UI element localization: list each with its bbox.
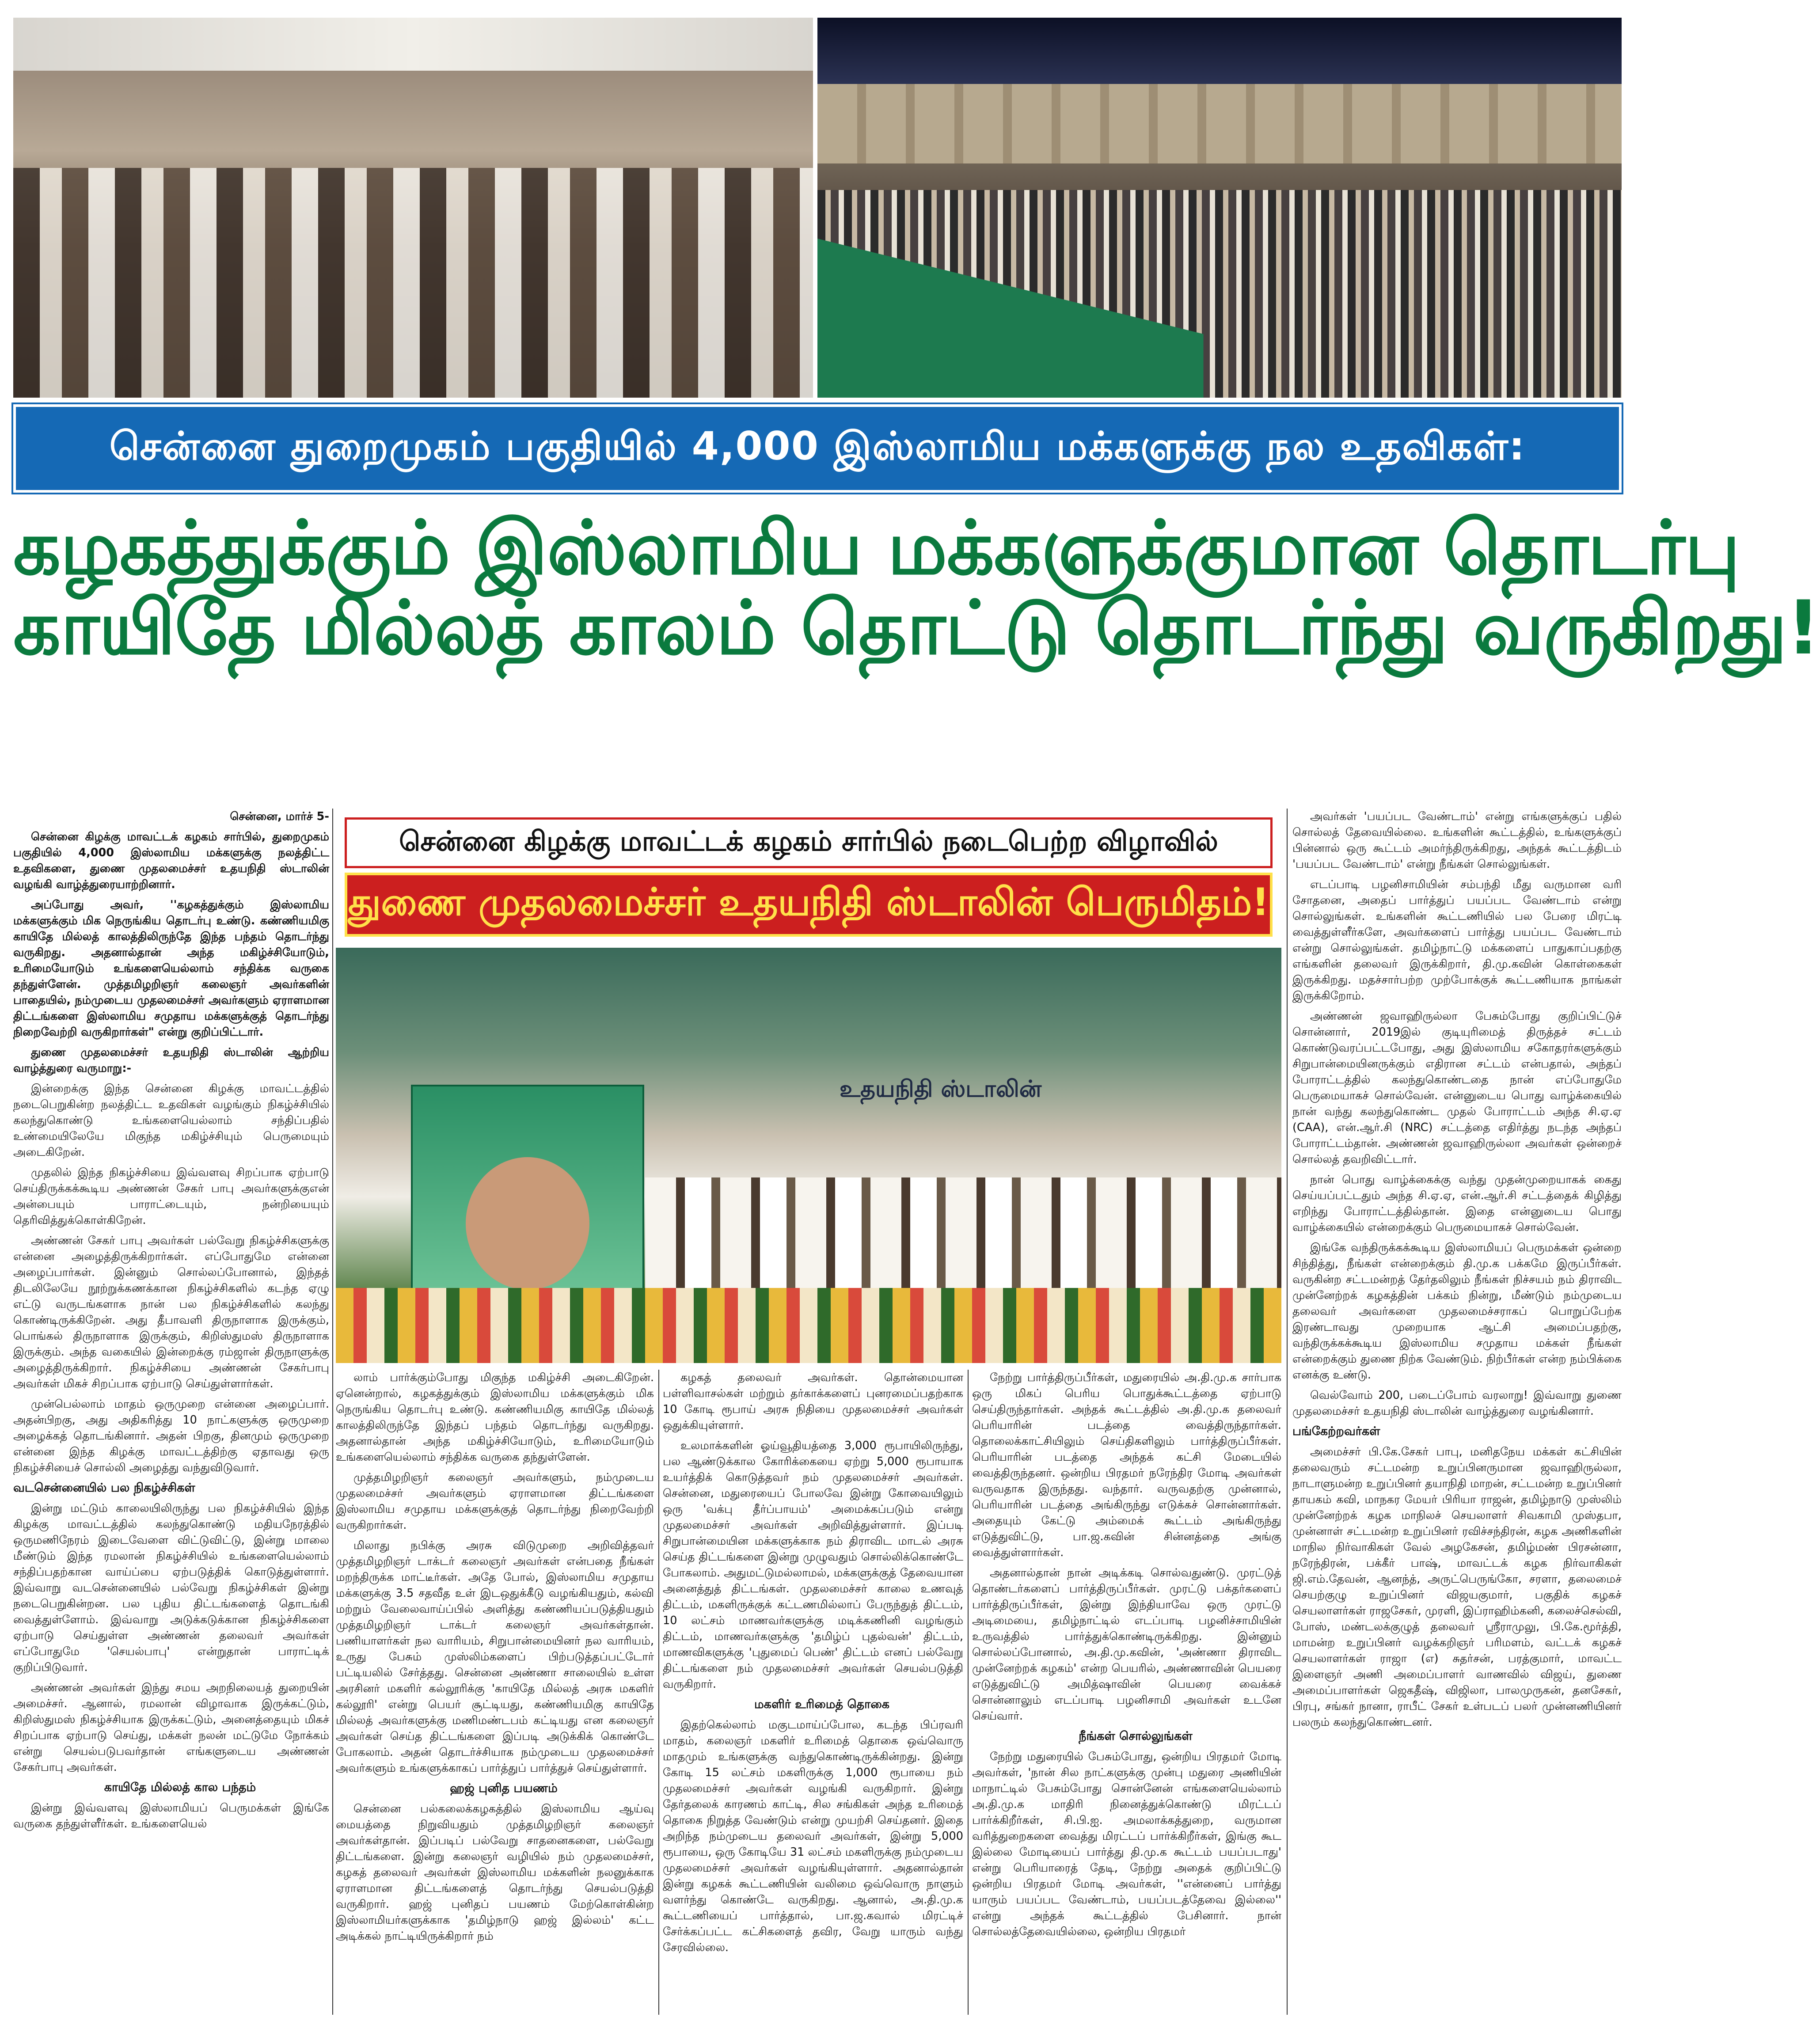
paragraph: முதலில் இந்த நிகழ்ச்சியை இவ்வளவு சிறப்பாக ஏற்பாடு செய்திருக்கக்கூடிய அண்ணன் சேகர் பாபு அவர்களுக்குஎன் அன்பையும் பாராட்டையும், நன்றியையும் தெரிவித்துக்கொள்கிறேன்.	[13, 1166, 329, 1227]
subhead: நீங்கள் சொல்லுங்கள்	[1079, 1729, 1193, 1743]
event-banner	[345, 817, 1273, 868]
subhead: மகளிர் உரிமைத் தொகை	[754, 1698, 890, 1711]
dignitaries-group	[13, 168, 813, 398]
article-column-3	[663, 1370, 963, 2015]
paragraph: முத்தமிழறிஞர் கலைஞர் அவர்களும், நம்முடைய முதலமைச்சர் அவர்களும் ஏராளமான திட்டங்களை இஸ்லாமிய சமுதாய மக்களுக்குத் தொடர்ந்து நிறைவேற்றி வருகிறார்கள்.	[336, 1471, 654, 1532]
paragraph: அண்ணன் ஜவாஹிருல்லா பேசும்போது குறிப்பிட்டுச் சொன்னார், 2019இல் குடியுரிமைத் திருத்தச் சட்டம் கொண்டுவரப்பட்டபோது, அது இஸ்லாமிய சகோதரர்களுக்கும் சிறுபான்மையினருக்கும் எதிரான சட்டம் என்பதால், அந்தப் போராட்டத்தில் கலந்துகொண்டதை நான் எப்போதுமே பெருமையாகச் சொல்வேன். என்னுடைய பொது வாழ்க்கையில் நான் வந்து கலந்துகொண்ட முதல் போராட்டம் அந்த சி.ஏ.ஏ (CAA), என்.ஆர்.சி (NRC) சட்டத்தை எதிர்த்து நடந்த அந்தப் போராட்டம்தான். அண்ணன் ஜவாஹிருல்லா அவர்கள் ஒன்றைச் சொல்லத் தவறிவிட்டார்.	[1292, 1010, 1622, 1166]
flower-decoration	[336, 1288, 1281, 1363]
paragraph: துணை முதலமைச்சர் உதயநிதி ஸ்டாலின் ஆற்றிய வாழ்த்துரை வருமாறு:-	[13, 1046, 329, 1075]
subhead: பங்கேற்றவர்கள்	[1292, 1424, 1380, 1438]
paragraph: சென்னை பல்கலைக்கழகத்தில் இஸ்லாமிய ஆய்வு மையத்தை நிறுவியதும் முத்தமிழறிஞர் கலைஞர் அவர்கள்தான். இப்படிப் பல்வேறு சாதனைகளை, பல்வேறு திட்டங்களை. இன்று கலைஞர் வழியில் நம் முதலமைச்சர், கழகத் தலைவர் அவர்கள் இஸ்லாமிய மக்களின் நலனுக்காக ஏராளமான திட்டங்களைத் தொடர்ந்து செயல்படுத்தி வருகிறார். ஹஜ் புனிதப் பயணம் மேற்கொள்கின்ற இஸ்லாமியர்களுக்காக 'தமிழ்நாடு ஹஜ் இல்லம்' கட்ட அடிக்கல் நாட்டியிருக்கிறார் நம்	[336, 1802, 654, 1943]
paragraph: நேற்று பார்த்திருப்பீர்கள், மதுரையில் அ.தி.மு.க சார்பாக ஒரு மிகப் பெரிய பொதுக்கூட்டத்தை ஏற்பாடு செய்திருந்தார்கள். அந்தக் கூட்டத்தில் அ.தி.மு.க தலைவர் பெரியாரின் படத்தை வைத்திருந்தார்கள். தொலைக்காட்சியிலும் செய்திகளிலும் பார்த்திருப்பீர்கள். பெரியாரின் படத்தை அந்தக் கட்சி மேடையில் வைத்திருந்தனர். ஒன்றிய பிரதமர் நரேந்திர மோடி அவர்கள் வருவதாக இருந்தது. வந்தார். வருவதற்கு முன்னால், பெரியாரின் படத்தை அங்கிருந்து எடுக்கச் சொன்னார்கள். அதையும் கேட்டு அம்மைக் கூட்டம் அங்கிருந்து எடுத்துவிட்டு, பா.ஜ.கவின் சின்னத்தை அங்கு வைத்துள்ளார்கள்.	[972, 1371, 1281, 1559]
article-column-2	[336, 1370, 654, 2015]
seated-dignitaries	[645, 1177, 1281, 1292]
event-photo-crowd	[817, 18, 1622, 398]
kicker-band	[13, 404, 1622, 493]
headline-line-1: கழகத்துக்கும் இஸ்லாமிய மக்களுக்குமான தொடர்பு	[13, 505, 1740, 591]
main-banner-text: துணை முதலமைச்சர் உதயநிதி ஸ்டாலின் பெருமிதம்!	[348, 880, 1269, 924]
subhead: ஹஜ் புனித பயணம்	[450, 1781, 558, 1795]
paragraph: அவர்கள் 'பயப்பட வேண்டாம்' என்று எங்களுக்குப் பதில் சொல்லத் தேவையில்லை. உங்களின் கூட்டத்தில், உங்களுக்குப் பின்னால் ஒரு கூட்டம் அமர்ந்திருக்கிறது, அந்தக் கூட்டத்திடம் 'பயப்பட வேண்டாம்' என்று நீங்கள் சொல்லுங்கள்.	[1292, 810, 1622, 871]
paragraph: மிலாது நபிக்கு அரசு விடுமுறை அறிவித்தவர் முத்தமிழறிஞர் டாக்டர் கலைஞர் அவர்கள் என்பதை நீங்கள் மறந்திருக்க மாட்டீர்கள். அதே போல், இஸ்லாமிய சமுதாய மக்களுக்கு 3.5 சதவீத உள் இடஒதுக்கீடு வழங்கியதும், கல்வி மற்றும் வேலைவாய்ப்பில் அளித்து கண்ணியப்படுத்தியதும் முத்தமிழறிஞர் டாக்டர் கலைஞர் அவர்கள்தான். பணியாளர்கள் நல வாரியம், சிறுபான்மையினர் நல வாரியம், உருது பேசும் முஸ்லிம்களைப் பிற்படுத்தப்பட்டோர் பட்டியலில் சேர்த்தது. சென்னை அண்ணா சாலையில் உள்ள அரசினர் மகளிர் கல்லூரிக்கு 'காயிதே மில்லத் அரசு மகளிர் கல்லூரி' என்று பெயர் சூட்டியது, கண்ணியமிகு காயிதே மில்லத் அவர்களுக்கு மணிமண்டபம் கட்டியது என கலைஞர் அவர்கள் செய்த திட்டங்களை இப்படி அடுக்கிக் கொண்டே போகலாம். அதன் தொடர்ச்சியாக நம்முடைய முதலமைச்சர் அவர்களும் உங்களுக்காகப் பார்த்துப் பார்த்துச் செய்துள்ளார்.	[336, 1539, 654, 1775]
headline	[13, 505, 1820, 672]
paragraph: அப்போது அவர், ''கழகத்துக்கும் இஸ்லாமிய மக்களுக்கும் மிக நெருங்கிய தொடர்பு உண்டு. கண்ணியமிகு காயிதே மில்லத் காலத்திலிருந்தே இந்த பந்தம் தொடர்ந்து வருகிறது. அதனால்தான் அந்த மகிழ்ச்சியோடும், உரிமையோடும் உங்களையெல்லாம் சந்திக்க வருகை தந்துள்ளேன். முத்தமிழறிஞர் கலைஞர் அவர்களின் பாதையில், நம்முடைய முதலமைச்சர் அவர்களும் ஏராளமான திட்டங்களை இஸ்லாமிய சமுதாய மக்களுக்குத் தொடர்ந்து நிறைவேற்றி வருகிறார்கள்" என்று குறிப்பிட்டார்.	[13, 898, 329, 1039]
main-banner	[345, 873, 1273, 937]
column-rule	[1287, 809, 1288, 2015]
building-backdrop	[817, 84, 1622, 163]
column-rule	[658, 1370, 659, 2015]
subhead: வடசென்னையில் பல நிகழ்ச்சிகள்	[13, 1481, 195, 1495]
poster-portrait	[466, 1157, 589, 1290]
paragraph: கழகத் தலைவர் அவர்கள். தொன்மையான பள்ளிவாசல்கள் மற்றும் தர்காக்களைப் புனரமைப்பதற்காக 10 கோடி ரூபாய் அரசு நிதியை முதலமைச்சர் அவர்கள் ஒதுக்கியுள்ளார்.	[663, 1371, 963, 1432]
paragraph: இன்று மட்டும் காலையிலிருந்து பல நிகழ்ச்சியில் இந்த கிழக்கு மாவட்டத்தில் கலந்துகொண்டு மதியநேரத்தில் ஒருமணிநேரம் இடைவேளை விட்டுவிட்டு, இன்று மாலை மீண்டும் இந்த ரமலான் நிகழ்ச்சியில் உங்களையெல்லாம் சந்திப்பதற்கான வாய்ப்பை ஏற்படுத்திக் கொடுத்துள்ளார். இவ்வாறு வடசென்னையில் பல்வேறு நிகழ்ச்சிகள் இன்று நடைபெறுகின்றன. பல புதிய திட்டங்களைத் தொடங்கி வைத்துள்ளோம். இவ்வாறு அடுக்கடுக்கான நிகழ்ச்சிகளை ஏற்பாடு செய்துள்ள அண்ணன் தலைவர் அவர்கள் எப்போதுமே 'செயல்பாபு' என்றுதான் பாராட்டிக் குறிப்பிடுவார்.	[13, 1502, 329, 1674]
event-banner-text: சென்னை கிழக்கு மாவட்டக் கழகம் சார்பில் நடைபெற்ற விழாவில்	[399, 824, 1218, 857]
dateline: சென்னை, மார்ச் 5-	[230, 810, 329, 823]
kicker-text: சென்னை துறைமுகம் பகுதியில் 4,000 இஸ்லாமிய மக்களுக்கு நல உதவிகள்:	[109, 423, 1526, 469]
column-rule	[968, 1370, 969, 2015]
stage-name-text: உதயநிதி ஸ்டாலின்	[840, 1076, 1042, 1102]
event-photo-dais	[336, 948, 1281, 1363]
paragraph: அமைச்சர் பி.கே.சேகர் பாபு, மனிதநேய மக்கள் கட்சியின் தலைவரும் சட்டமன்ற உறுப்பினருமான ஜவாஹிருல்லா, நாடாளுமன்ற உறுப்பினர் தயாநிதி மாறன், சட்டமன்ற உறுப்பினர் தாயகம் கவி, மாநகர மேயர் பிரியா ராஜன், தமிழ்நாடு முஸ்லிம் முன்னேற்றக் கழக மாநிலச் செயலாளர் சிவகாமி முஸ்தபா, முன்னாள் சட்டமன்ற உறுப்பினர் ரவிச்சந்திரன், கழக அணிகளின் மாநில நிர்வாகிகள் வேல் அழகேசன், தமிழ்மண் பிரசன்னா, நரேந்திரன், பக்கீர் பாஷ், மாவட்டக் கழக நிர்வாகிகள் ஜி.எம்.தேவன், ஆனந்த், அருட்பெருங்கோ, சரளா, தலைமைச் செயற்குழு உறுப்பினர் விஜயகுமார், பகுதிக் கழகச் செயலாளர்கள் ராஜசேகர், முரளி, இப்ராஹிம்கனி, கலைச்செல்வி, போஸ், மண்டலக்குழுத் தலைவர் ஸ்ரீராமுலு, பி.கே.மூர்த்தி, மாமன்ற உறுப்பினர் வழக்கறிஞர் பரிமளம், வட்டக் கழகச் செயலாளர்கள் ராஜா (எ) சுதர்சன், பரத்குமார், மாவட்ட இளைஞர் அணி அமைப்பாளர் வாணவில் விஜய், துணை அமைப்பாளர்கள் ஜெகதீஷ், விஜிலா, பாலமுருகன், தனசேகர், பிரபு, சங்கர் நானா, ராபீட் சேகர் உள்படப் பலர் முன்னணியினர் பலரும் கலந்துகொண்டனர்.	[1292, 1445, 1622, 1729]
paragraph: அதனால்தான் நான் அடிக்கடி சொல்வதுண்டு. முரட்டுத் தொண்டர்களைப் பார்த்திருப்பீர்கள். முரட்டு பக்தர்களைப் பார்த்திருப்பீர்கள், இன்று இந்தியாவே ஒரு முரட்டு அடிமையை, தமிழ்நாட்டில் எடப்பாடி பழனிச்சாமியின் உருவத்தில் பார்த்துக்கொண்டிருக்கிறது. இன்னும் சொல்லப்போனால், அ.தி.மு.கவின், 'அண்ணா திராவிட முன்னேற்றக் கழகம்' என்ற பெயரில், அண்ணாவின் பெயரை எடுத்துவிட்டு அமித்ஷாவின் பெயரை வைக்கச் சொன்னாலும் எடப்பாடி பழனிசாமி அவர்கள் உடனே செய்வார்.	[972, 1566, 1281, 1723]
paragraph: இன்றைக்கு இந்த சென்னை கிழக்கு மாவட்டத்தில் நடைபெறுகின்ற நலத்திட்ட உதவிகள் வழங்கும் நிகழ்ச்சியில் கலந்துகொண்டு உங்களையெல்லாம் சந்திப்பதில் உண்மையிலேயே மிகுந்த மகிழ்ச்சியும் பெருமையும் அடைகிறேன்.	[13, 1082, 329, 1159]
paragraph: அண்ணன் அவர்கள் இந்து சமய அறநிலையத் துறையின் அமைச்சர். ஆனால், ரமலான் விழாவாக இருக்கட்டும், கிறிஸ்துமஸ் நிகழ்ச்சியாக இருக்கட்டும், அனைத்தையும் மிகச் சிறப்பாக ஏற்பாடு செய்து, மக்கள் நலன் மட்டுமே நோக்கம் என்று செயல்படுபவர்தான் எங்களுடைய அண்ணன் சேகர்பாபு அவர்கள்.	[13, 1681, 329, 1774]
article-column-5	[1292, 809, 1622, 2015]
subhead: காயிதே மில்லத் கால பந்தம்	[104, 1781, 256, 1794]
column-rule	[332, 809, 333, 2015]
lead-paragraph: சென்னை கிழக்கு மாவட்டக் கழகம் சார்பில், துறைமுகம் பகுதியில் 4,000 இஸ்லாமிய மக்களுக்கு நலத்திட்ட உதவிகளை, துணை முதலமைச்சர் உதயநிதி ஸ்டாலின் வழங்கி வாழ்த்துரையாற்றினார்.	[13, 830, 329, 891]
paragraph: எடப்பாடி பழனிசாமியின் சம்பந்தி மீது வருமான வரி சோதனை, அதைப் பார்த்துப் பயப்பட வேண்டாம் என்று சொல்லுங்கள். உங்களின் கூட்டணியில் பல பேரை மிரட்டி வைத்துள்ளீர்களே, அவர்களைப் பார்த்து பயப்பட வேண்டாம் என்று சொல்லுங்கள். தமிழ்நாட்டு மக்களைப் பாதுகாப்பதற்கு எங்களின் தலைவர் இருக்கிறார், தி.மு.கவின் கொள்கைகள் இருக்கிறது. மதச்சார்பற்ற முற்போக்குக் கூட்டணியாக நாங்கள் இருக்கிறோம்.	[1292, 878, 1622, 1003]
paragraph: வெல்வோம் 200, படைப்போம் வரலாறு! இவ்வாறு துணை முதலமைச்சர் உதயநிதி ஸ்டாலின் வாழ்த்துரை வழங்கினார்.	[1292, 1389, 1622, 1418]
paragraph: இன்று இவ்வளவு இஸ்லாமியப் பெருமக்கள் இங்கே வருகை தந்துள்ளீர்கள். உங்களையெல்	[13, 1801, 329, 1831]
event-photo-stage	[13, 18, 813, 398]
paragraph: உலமாக்களின் ஓய்வூதியத்தை 3,000 ரூபாயிலிருந்து, பல ஆண்டுக்கால கோரிக்கையை ஏற்று 5,000 ரூபாயாக உயர்த்திக் கொடுத்தவர் நம் முதலமைச்சர் அவர்கள். சென்னை, மதுரையைப் போலவே இன்று கோவையிலும் ஒரு 'வக்பு தீர்ப்பாயம்' அமைக்கப்படும் என்று முதலமைச்சர் அவர்கள் அறிவித்துள்ளார். இப்படி சிறுபான்மையின மக்களுக்காக நம் திராவிட மாடல் அரசு செய்த திட்டங்களை இன்று முழுவதும் சொல்லிக்கொண்டே போகலாம். அதுமட்டுமல்லாமல், மக்களுக்குத் தேவையான அனைத்துத் திட்டங்கள். முதலமைச்சர் காலை உணவுத் திட்டம், மகளிருக்குக் கட்டணமில்லாப் பேருந்துத் திட்டம், 10 லட்சம் மாணவர்களுக்கு மடிக்கணினி வழங்கும் திட்டம், மாணவர்களுக்கு 'தமிழ்ப் புதல்வன்' திட்டம், மாணவிகளுக்கு 'புதுமைப் பெண்' திட்டம் எனப் பல்வேறு திட்டங்களை நம் முதலமைச்சர் அவர்கள் செயல்படுத்தி வருகிறார்.	[663, 1439, 963, 1691]
paragraph: நேற்று மதுரையில் பேசும்போது, ஒன்றிய பிரதமர் மோடி அவர்கள், 'நான் சில நாட்களுக்கு முன்பு மதுரை அணியின் மாநாட்டில் பேசும்போது சொன்னேன் எங்களையெல்லாம் அ.தி.மு.க மாதிரி நினைத்துக்கொண்டு மிரட்டப் பார்க்கிறீர்கள், சி.பி.ஐ. அமலாக்கத்துறை, வருமான வரித்துறைகளை வைத்து மிரட்டப் பார்க்கிறீர்கள், இங்கு கூட இல்லை மோடியைப் பார்த்து தி.மு.க கூட்டம் பயப்படாது' என்று பெரியாரைத் தேடி, நேற்று அதைக் குறிப்பிட்டு ஒன்றிய பிரதமர் மோடி அவர்கள், ''என்னைப் பார்த்து யாரும் பயப்பட வேண்டாம், பயப்படத்தேவை இல்லை'' என்று அந்தக் கூட்டத்தில் பேசினார். நான் சொல்லத்தேவையில்லை, ஒன்றிய பிரதமர்	[972, 1750, 1281, 1938]
article-column-1	[13, 809, 329, 2015]
paragraph: அண்ணன் சேகர் பாபு அவர்கள் பல்வேறு நிகழ்ச்சிகளுக்கு என்னை அழைத்திருக்கிறார்கள். எப்போதுமே என்னை அழைப்பார்கள். இன்னும் சொல்லப்போனால், இந்தத் திடலிலேயே நூற்றுக்கணக்கான நிகழ்ச்சிகளில் கடந்த ஏழு எட்டு வருடங்களாக நான் பல நிகழ்ச்சிகளில் கலந்து கொண்டிருக்கிறேன். அது தீபாவளி திருநாளாக இருக்கும், பொங்கல் திருநாளாக இருக்கும், கிறிஸ்துமஸ் திருநாளாக இருக்கும். அந்த வகையில் இன்றைக்கு ரம்ஜான் திருநாளுக்கு அழைத்திருக்கிறார். நிகழ்ச்சியை அண்ணன் சேகர்பாபு அவர்கள் மிகச் சிறப்பாக ஏற்பாடு செய்துள்ளார்கள்.	[13, 1234, 329, 1390]
paragraph: லாம் பார்க்கும்போது மிகுந்த மகிழ்ச்சி அடைகிறேன். ஏனென்றால், கழகத்துக்கும் இஸ்லாமிய மக்களுக்கும் மிக நெருங்கிய தொடர்பு உண்டு. கண்ணியமிகு காயிதே மில்லத் காலத்திலிருந்தே இந்தப் பந்தம் தொடர்ந்து வருகிறது. அதனால்தான் அந்த மகிழ்ச்சியோடும், உரிமையோடும் உங்களையெல்லாம் சந்திக்க வருகை தந்துள்ளேன்.	[336, 1371, 654, 1464]
article-column-4	[972, 1370, 1281, 2015]
paragraph: முன்பெல்லாம் மாதம் ஒருமுறை என்னை அழைப்பார். அதன்பிறகு, அது அதிகரித்து 10 நாட்களுக்கு ஒருமுறை அழைக்கத் தொடங்கினார். அதன் பிறகு, தினமும் ஒருமுறை என்னை இந்த கிழக்கு மாவட்டத்திற்கு ஏதாவது ஒரு நிகழ்ச்சியைச் சொல்லி அழைத்து வந்துவிடுவார்.	[13, 1398, 329, 1474]
stage-backdrop	[13, 18, 813, 71]
paragraph: நான் பொது வாழ்க்கைக்கு வந்து முதன்முறையாகக் கைது செய்யப்பட்டதும் அந்த சி.ஏ.ஏ, என்.ஆர்.சி சட்டத்தைக் கிழித்து எறிந்து போராட்டத்தில்தான். இதை என்னுடைய பொது வாழ்க்கையில் என்றைக்கும் பெருமையாகச் சொல்வேன்.	[1292, 1173, 1622, 1234]
paragraph: இங்கே வந்திருக்கக்கூடிய இஸ்லாமியப் பெருமக்கள் ஒன்றை சிந்தித்து, நீங்கள் என்றைக்கும் தி.மு.க பக்கமே இருப்பீர்கள். வருகின்ற சட்டமன்றத் தேர்தலிலும் நீங்கள் நிச்சயம் நம் திராவிட முன்னேற்றக் கழகத்தின் பக்கம் நின்று, மீண்டும் நம்முடைய தலைவர் அவர்களை முதலமைச்சராகப் பொறுப்பேற்க இரண்டாவது முறையாக ஆட்சி அமைப்பதற்கு, வந்திருக்கக்கூடிய இஸ்லாமிய சமுதாய மக்கள் நீங்கள் என்றைக்கும் துணை நிற்க வேண்டும். நிற்பீர்கள் என்ற நம்பிக்கை எனக்கு உண்டு.	[1292, 1241, 1622, 1382]
paragraph: இதற்கெல்லாம் மகுடமாய்ப்போல, கடந்த பிப்ரவரி மாதம், கலைஞர் மகளிர் உரிமைத் தொகை ஒவ்வொரு மாதமும் உங்களுக்கு வந்துகொண்டிருக்கின்றது. இன்று கோடி 15 லட்சம் மகளிருக்கு 1,000 ரூபாயை நம் முதலமைச்சர் அவர்கள் வழங்கி வருகிறார். இன்று தேர்தலைக் காரணம் காட்டி, சில சங்கிகள் அந்த உரிமைத் தொகை நிறுத்த வேண்டும் என்று முயற்சி செய்தனர். இதை அறிந்த நம்முடைய தலைவர் அவர்கள், இன்று 5,000 ரூபாயை, ஒரு கோடியே 31 லட்சம் மகளிருக்கு நம்முடைய முதலமைச்சர் அவர்கள் வழங்கியுள்ளார். அதனால்தான் இன்று கழகக் கூட்டணியின் வலிமை ஒவ்வொரு நாளும் வளர்ந்து கொண்டே வருகிறது. ஆனால், அ.தி.மு.க கூட்டணியைப் பார்த்தால், பா.ஜ.கவால் மிரட்டிச் சேர்க்கப்பட்ட கட்சிகளைத் தவிர, வேறு யாரும் வந்து சேரவில்லை.	[663, 1718, 963, 1954]
headline-line-2: காயிதே மில்லத் காலம் தொட்டு தொடர்ந்து வருகிறது!	[13, 585, 1820, 672]
